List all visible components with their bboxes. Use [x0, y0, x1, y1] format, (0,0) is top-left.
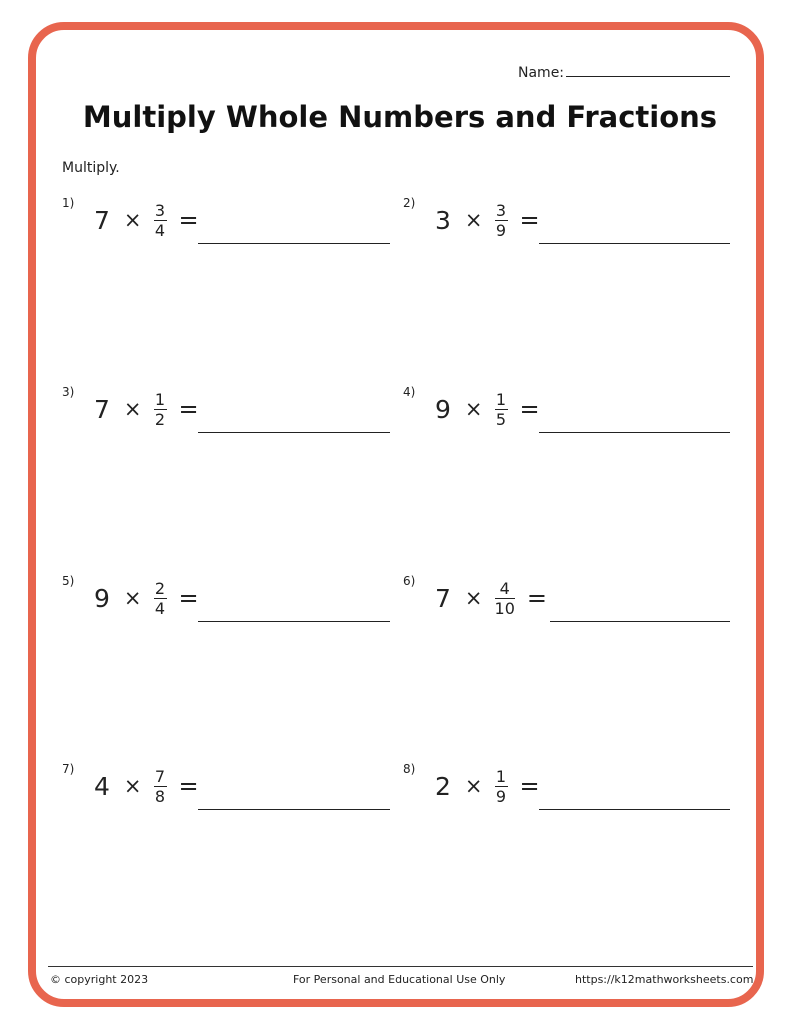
footer-copyright: © copyright 2023 — [50, 973, 149, 986]
fraction — [495, 580, 515, 617]
denominator: 8 — [154, 786, 166, 806]
expression — [435, 389, 540, 429]
problem-number: 2) — [403, 196, 416, 210]
whole-number: 9 — [435, 394, 451, 424]
whole-number: 2 — [435, 771, 451, 801]
problem-number: 6) — [403, 574, 416, 588]
whole-number: 7 — [94, 394, 110, 424]
answer-line — [198, 621, 390, 622]
denominator: 5 — [495, 409, 507, 429]
problem-number: 5) — [62, 574, 75, 588]
problem-8 — [403, 762, 743, 822]
denominator: 4 — [154, 598, 166, 618]
equals-sign: = — [178, 772, 199, 800]
numerator: 7 — [154, 766, 166, 786]
multiply-sign: × — [123, 397, 142, 421]
fraction — [495, 202, 508, 239]
whole-number: 9 — [94, 583, 110, 613]
numerator: 1 — [154, 389, 166, 409]
problem-6 — [403, 574, 743, 634]
numerator: 1 — [495, 766, 507, 786]
whole-number: 4 — [94, 771, 110, 801]
answer-line — [550, 621, 730, 622]
problem-number: 7) — [62, 762, 75, 776]
multiply-sign: × — [464, 774, 483, 798]
answer-line — [539, 432, 730, 433]
page-border — [28, 22, 764, 1007]
expression — [94, 200, 199, 240]
denominator: 10 — [494, 598, 515, 618]
denominator: 9 — [495, 786, 507, 806]
name-label: Name: — [518, 65, 565, 81]
problem-4 — [403, 385, 743, 445]
denominator: 4 — [154, 220, 166, 240]
answer-line — [198, 809, 390, 810]
answer-line — [539, 809, 730, 810]
equals-sign: = — [178, 206, 199, 234]
denominator: 9 — [495, 220, 507, 240]
equals-sign: = — [526, 584, 547, 612]
expression — [435, 578, 547, 618]
problem-7 — [62, 762, 402, 822]
expression — [94, 766, 199, 806]
problem-5 — [62, 574, 402, 634]
numerator: 1 — [495, 389, 507, 409]
instructions: Multiply. — [62, 160, 120, 176]
problem-number: 4) — [403, 385, 416, 399]
whole-number: 7 — [94, 205, 110, 235]
numerator: 4 — [499, 578, 510, 598]
denominator: 2 — [154, 409, 166, 429]
fraction — [154, 202, 167, 239]
expression — [435, 766, 540, 806]
name-line — [566, 62, 730, 77]
expression — [435, 200, 540, 240]
problem-number: 8) — [403, 762, 416, 776]
multiply-sign: × — [123, 774, 142, 798]
multiply-sign: × — [464, 208, 483, 232]
problem-3 — [62, 385, 402, 445]
multiply-sign: × — [123, 208, 142, 232]
name-field — [518, 62, 730, 81]
fraction — [154, 768, 167, 805]
whole-number: 3 — [435, 205, 451, 235]
problem-number: 1) — [62, 196, 75, 210]
equals-sign: = — [519, 206, 540, 234]
footer-usage: For Personal and Educational Use Only — [293, 973, 506, 986]
fraction — [154, 580, 167, 617]
footer-url[interactable]: https://k12mathworksheets.com — [575, 973, 754, 986]
problem-1 — [62, 196, 402, 256]
multiply-sign: × — [464, 586, 483, 610]
equals-sign: = — [519, 772, 540, 800]
fraction — [495, 768, 508, 805]
answer-line — [198, 432, 390, 433]
fraction — [154, 391, 167, 428]
footer-divider — [48, 966, 753, 967]
answer-line — [539, 243, 730, 244]
answer-line — [198, 243, 390, 244]
page-title: Multiply Whole Numbers and Fractions — [82, 100, 718, 134]
numerator: 2 — [154, 578, 166, 598]
expression — [94, 578, 199, 618]
equals-sign: = — [178, 395, 199, 423]
multiply-sign: × — [464, 397, 483, 421]
problem-number: 3) — [62, 385, 75, 399]
multiply-sign: × — [123, 586, 142, 610]
equals-sign: = — [519, 395, 540, 423]
numerator: 3 — [495, 200, 507, 220]
problem-2 — [403, 196, 743, 256]
equals-sign: = — [178, 584, 199, 612]
whole-number: 7 — [435, 583, 451, 613]
fraction — [495, 391, 508, 428]
expression — [94, 389, 199, 429]
numerator: 3 — [154, 200, 166, 220]
